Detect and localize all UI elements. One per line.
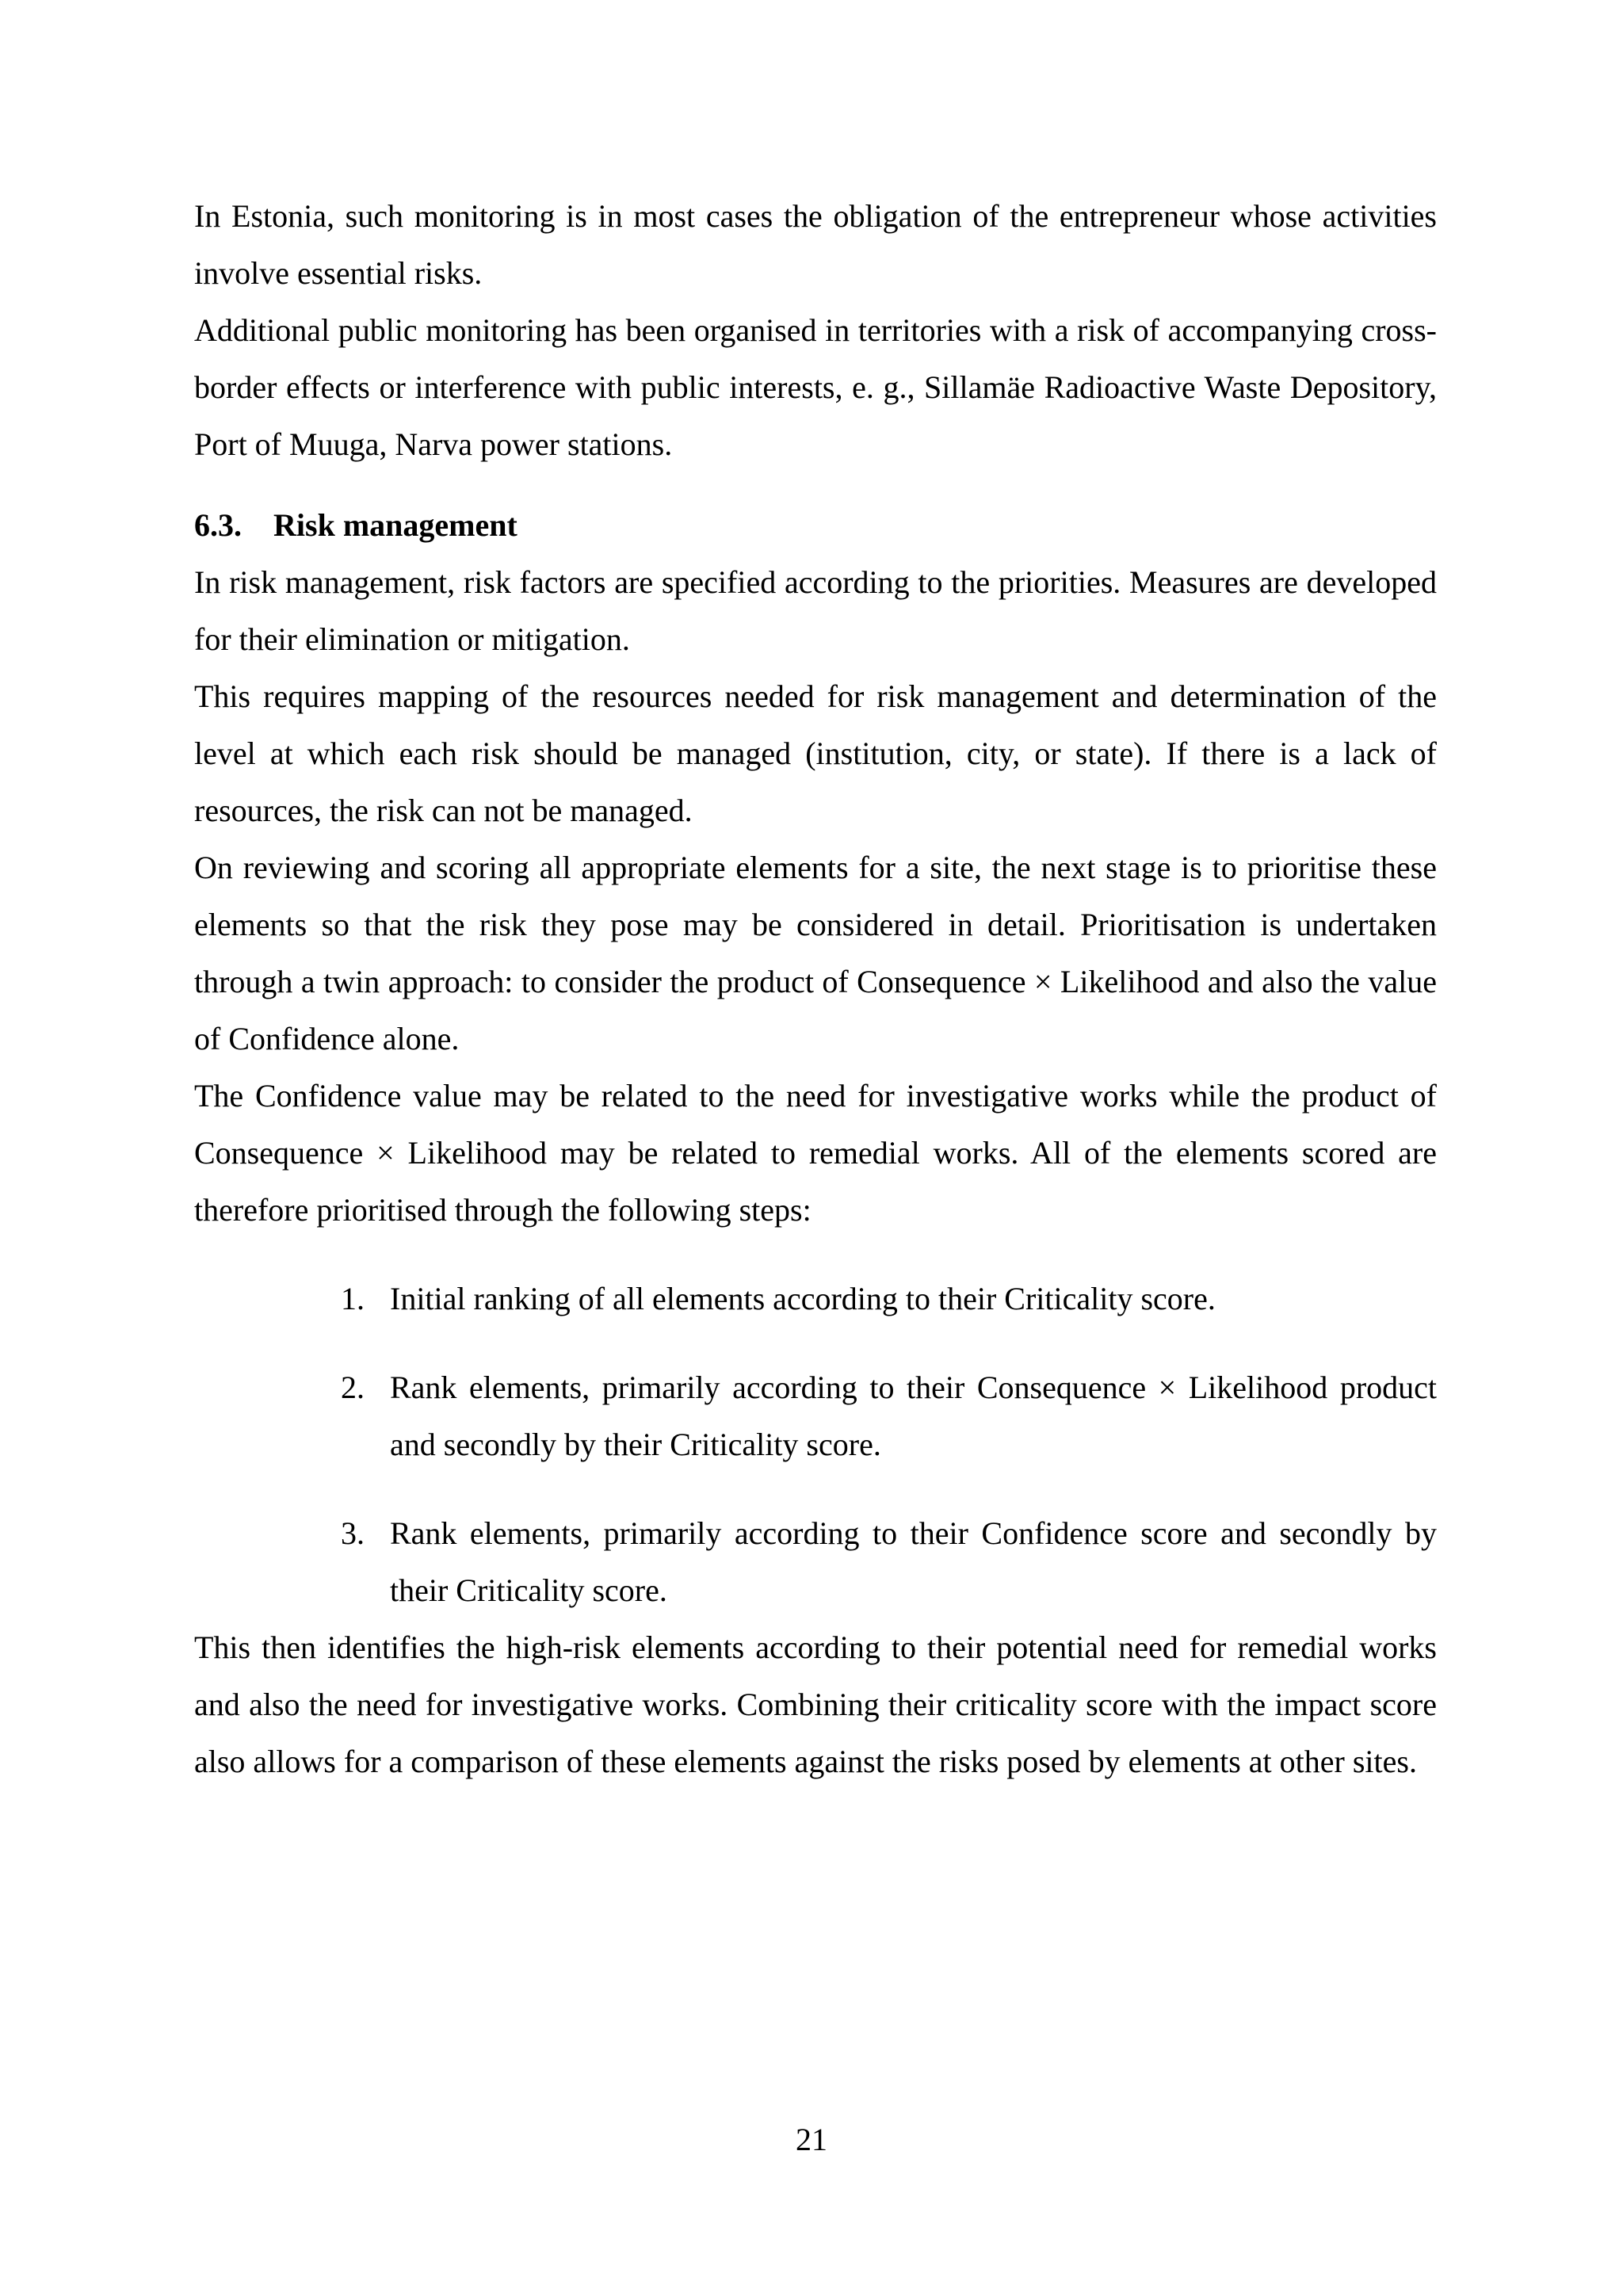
page-content	[194, 188, 1437, 1790]
list-item	[341, 1270, 1437, 1328]
paragraph-monitoring-obligation: In Estonia, such monitoring is in most cases the obligation of the entrepreneur whose activities involve essential risks.	[194, 198, 1437, 291]
list-item-number: 2.	[341, 1370, 365, 1405]
section-title: Risk management	[273, 507, 517, 543]
page-number: 21	[796, 2122, 827, 2157]
paragraph-resource-mapping: This requires mapping of the resources needed for risk management and determination of the level at which each risk should be managed (institution, city, or state). If there is a lack of resources, the risk can not be managed.	[194, 678, 1437, 828]
paragraph-risk-factors: In risk management, risk factors are specified according to the priorities. Measures are developed for their elimination or mitigation.	[194, 564, 1437, 657]
list-item	[341, 1505, 1437, 1619]
list-item-number: 1.	[341, 1281, 365, 1316]
list-item-text: Rank elements, primarily according to their Consequence × Likelihood product and secondly by their Criticality score.	[390, 1370, 1437, 1462]
section-number: 6.3.	[194, 507, 242, 543]
paragraph-confidence-value: The Confidence value may be related to the need for investigative works while the product of Consequence × Likelihood may be related to remedial works. All of the elements scored are therefore prioritised through the following steps:	[194, 1078, 1437, 1228]
section-heading	[194, 497, 1437, 554]
paragraph-high-risk-elements: This then identifies the high-risk elements according to their potential need for remedial works and also the need for investigative works. Combining their criticality score with the impact score also allows for a comparison of these elements against the risks posed by elements at other sites.	[194, 1629, 1437, 1779]
list-item	[341, 1359, 1437, 1473]
list-item-text: Initial ranking of all elements according to their Criticality score.	[390, 1281, 1216, 1316]
list-item-text: Rank elements, primarily according to their Confidence score and secondly by their Criticality score.	[390, 1515, 1437, 1608]
prioritisation-steps-list	[194, 1270, 1437, 1619]
paragraph-prioritisation: On reviewing and scoring all appropriate elements for a site, the next stage is to prioritise these elements so that the risk they pose may be considered in detail. Prioritisation is undertaken through a twin approach: to consider the product of Consequence × Likelihood and also the value of Confidence alone.	[194, 850, 1437, 1056]
list-item-number: 3.	[341, 1515, 365, 1551]
paragraph-public-monitoring: Additional public monitoring has been organised in territories with a risk of accompanying cross-border effects or interference with public interests, e. g., Sillamäe Radioactive Waste Depository, Port of Muuga, Narva power stations.	[194, 312, 1437, 462]
